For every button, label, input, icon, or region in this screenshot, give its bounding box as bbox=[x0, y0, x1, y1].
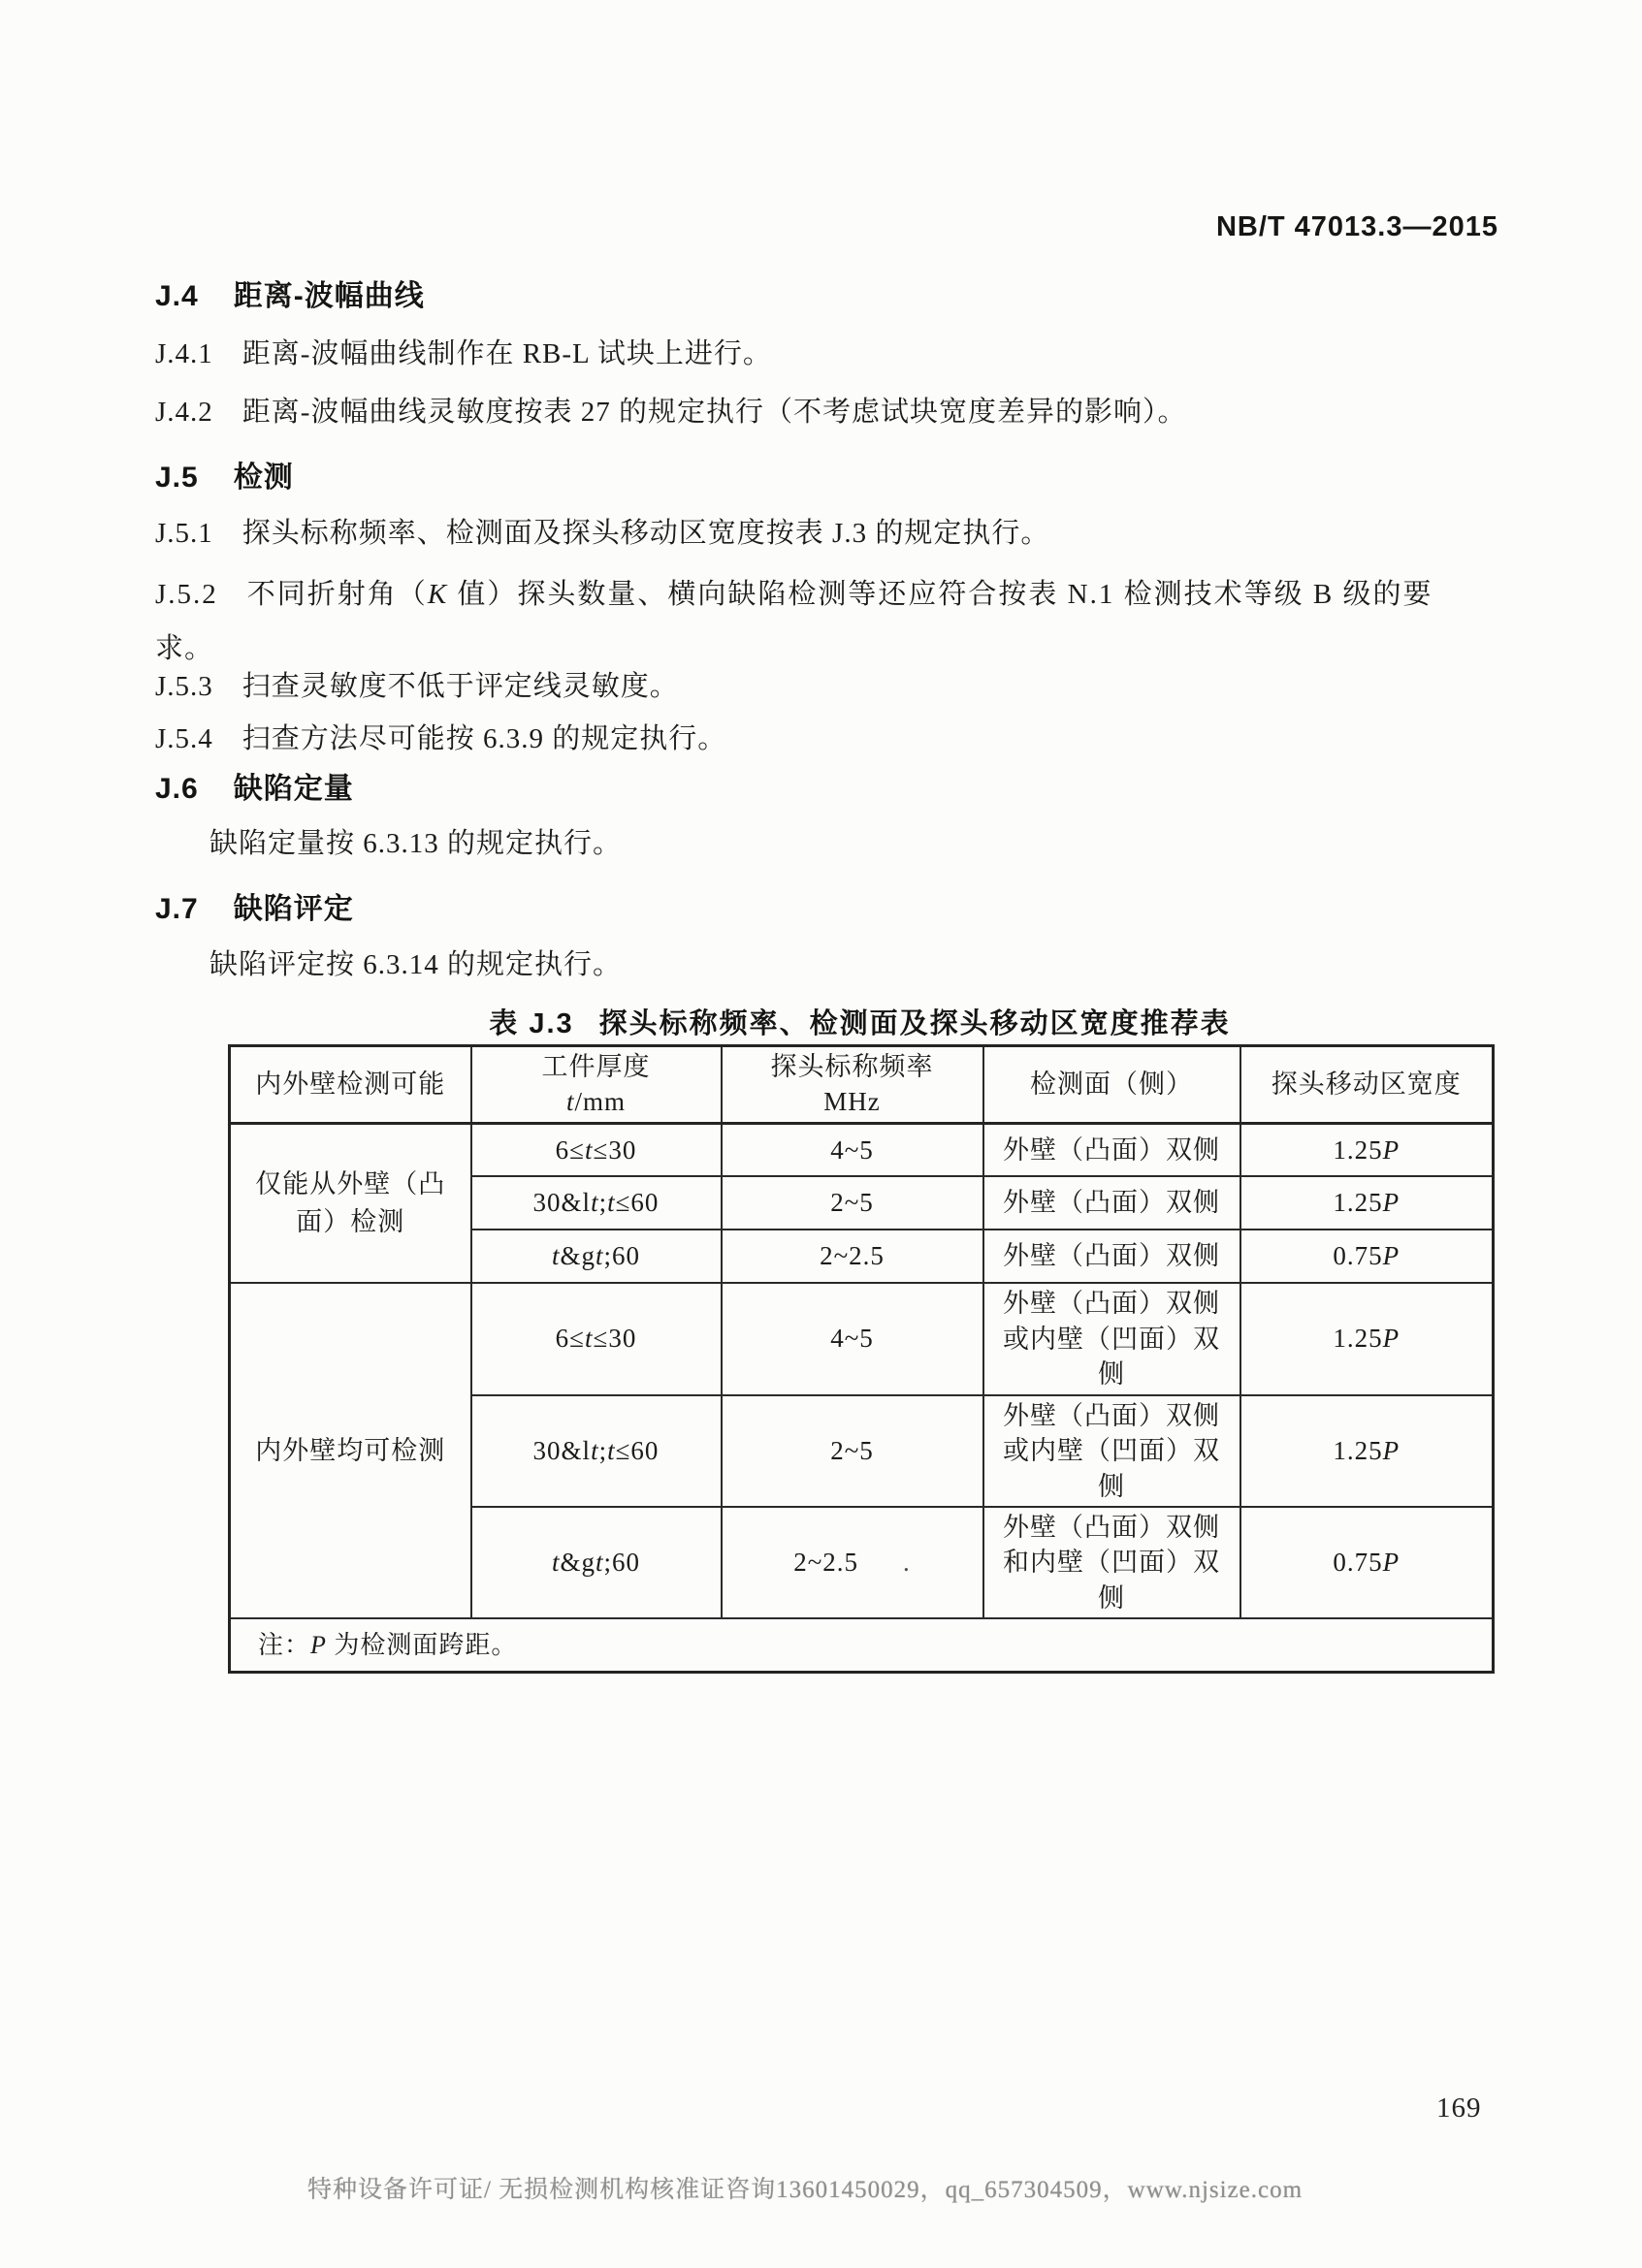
paragraph-j5-1-text: 探头标称频率、检测面及探头移动区宽度按表 J.3 的规定执行。 bbox=[241, 518, 1050, 549]
cell-surface: 外壁（凸面）双侧 或内壁（凹面）双侧 bbox=[983, 1283, 1240, 1394]
paragraph-j4-2-text: 距离-波幅曲线灵敏度按表 27 的规定执行（不考虑试块宽度差异的影响）。 bbox=[241, 397, 1187, 428]
cell-surface: 外壁（凸面）双侧 或内壁（凹面）双侧 bbox=[983, 1395, 1240, 1507]
paragraph-j5-3-number: J.5.3 bbox=[155, 671, 213, 702]
cell-thickness: t&gt;60 bbox=[471, 1507, 722, 1618]
cell-surface: 外壁（凸面）双侧 bbox=[983, 1123, 1240, 1176]
paragraph-j5-2-text: 不同折射角（K 值）探头数量、横向缺陷检测等还应符合按表 N.1 检测技术等级 B 级的要 bbox=[246, 579, 1433, 610]
cell-width: 1.25P bbox=[1240, 1283, 1494, 1394]
paragraph-j4-1 bbox=[155, 335, 1503, 373]
cell-surface: 外壁（凸面）双侧 bbox=[983, 1176, 1240, 1230]
paragraph-j5-3 bbox=[155, 667, 1503, 706]
cell-width: 1.25P bbox=[1240, 1176, 1494, 1230]
header-cell-probe-zone-width: 探头移动区宽度 bbox=[1240, 1046, 1494, 1124]
paragraph-j5-4 bbox=[155, 719, 1503, 758]
cell-thickness: t&gt;60 bbox=[471, 1230, 722, 1283]
paragraph-j5-4-number: J.5.4 bbox=[155, 723, 213, 754]
cell-thickness: 6≤t≤30 bbox=[471, 1123, 722, 1176]
page-number: 169 bbox=[1436, 2092, 1482, 2124]
cell-thickness: 30&lt;t≤60 bbox=[471, 1395, 722, 1507]
footer-watermark: 特种设备许可证/ 无损检测机构核准证咨询13601450029，qq_657304509，www.njsize.com bbox=[306, 2177, 1304, 2203]
paragraph-j7-text: 缺陷评定按 6.3.14 的规定执行。 bbox=[209, 949, 623, 980]
paragraph-j5-2-number: J.5.2 bbox=[155, 579, 218, 610]
paragraph-j5-2-text-continued: 求。 bbox=[155, 633, 214, 664]
heading-j7 bbox=[155, 884, 1503, 927]
cell-width: 0.75P bbox=[1240, 1507, 1494, 1618]
paragraph-j5-1 bbox=[155, 514, 1503, 553]
cell-frequency: 2~2.5 . bbox=[722, 1507, 983, 1618]
paragraph-j4-2-number: J.4.2 bbox=[155, 397, 213, 428]
cell-frequency: 4~5 bbox=[722, 1123, 983, 1176]
header-cell-thickness: 工件厚度 t/mm bbox=[471, 1046, 722, 1124]
heading-j4-title: 距离-波幅曲线 bbox=[233, 280, 425, 312]
heading-j6-title: 缺陷定量 bbox=[233, 773, 354, 805]
table-caption-label: 表 J.3 bbox=[489, 1008, 574, 1039]
cell-frequency: 2~5 bbox=[722, 1176, 983, 1230]
table-header-row bbox=[230, 1046, 1494, 1124]
heading-j5-title: 检测 bbox=[233, 462, 294, 494]
cell-surface: 外壁（凸面）双侧 和内壁（凹面）双侧 bbox=[983, 1507, 1240, 1618]
paragraph-j6-body bbox=[209, 824, 1503, 863]
heading-j6-number: J.6 bbox=[155, 773, 199, 805]
table-row bbox=[230, 1123, 1494, 1176]
heading-j7-number: J.7 bbox=[155, 893, 199, 925]
cell-frequency: 4~5 bbox=[722, 1283, 983, 1394]
paragraph-j5-1-number: J.5.1 bbox=[155, 518, 213, 549]
paragraph-j4-1-number: J.4.1 bbox=[155, 338, 213, 369]
cell-surface: 外壁（凸面）双侧 bbox=[983, 1230, 1240, 1283]
paragraph-j4-2 bbox=[155, 393, 1503, 431]
heading-j4 bbox=[155, 272, 1503, 314]
group-label-both-walls: 内外壁均可检测 bbox=[230, 1283, 471, 1618]
paragraph-j5-2 bbox=[155, 567, 1503, 676]
heading-j4-number: J.4 bbox=[155, 280, 199, 312]
cell-thickness: 30&lt;t≤60 bbox=[471, 1176, 722, 1230]
paragraph-j7-body bbox=[209, 945, 1503, 984]
table-note-row bbox=[230, 1618, 1494, 1672]
cell-thickness: 6≤t≤30 bbox=[471, 1283, 722, 1394]
header-cell-surface: 检测面（侧） bbox=[983, 1046, 1240, 1124]
cell-frequency: 2~5 bbox=[722, 1395, 983, 1507]
cell-frequency: 2~2.5 bbox=[722, 1230, 983, 1283]
paragraph-j6-text: 缺陷定量按 6.3.13 的规定执行。 bbox=[209, 828, 623, 859]
group-label-outer-only: 仅能从外壁（凸面）检测 bbox=[230, 1123, 471, 1283]
scan-artifact-dot: . bbox=[903, 1548, 911, 1578]
cell-width: 1.25P bbox=[1240, 1123, 1494, 1176]
heading-j7-title: 缺陷评定 bbox=[233, 893, 354, 925]
table-caption bbox=[228, 1002, 1492, 1041]
header-cell-frequency: 探头标称频率 MHz bbox=[722, 1046, 983, 1124]
table-row bbox=[230, 1283, 1494, 1394]
table-caption-title: 探头标称频率、检测面及探头移动区宽度推荐表 bbox=[598, 1008, 1231, 1039]
heading-j6 bbox=[155, 764, 1503, 807]
heading-j5 bbox=[155, 453, 1503, 495]
recommendation-table bbox=[228, 1044, 1495, 1674]
heading-j5-number: J.5 bbox=[155, 462, 199, 494]
standard-number: NB/T 47013.3—2015 bbox=[1215, 211, 1498, 242]
cell-width: 1.25P bbox=[1240, 1395, 1494, 1507]
table-note: 注：P 为检测面跨距。 bbox=[230, 1618, 1494, 1672]
paragraph-j4-1-text: 距离-波幅曲线制作在 RB-L 试块上进行。 bbox=[241, 338, 772, 369]
header-cell-detectability: 内外壁检测可能 bbox=[230, 1046, 471, 1124]
paragraph-j5-3-text: 扫查灵敏度不低于评定线灵敏度。 bbox=[241, 671, 679, 702]
paragraph-j5-4-text: 扫查方法尽可能按 6.3.9 的规定执行。 bbox=[241, 723, 727, 754]
cell-width: 0.75P bbox=[1240, 1230, 1494, 1283]
